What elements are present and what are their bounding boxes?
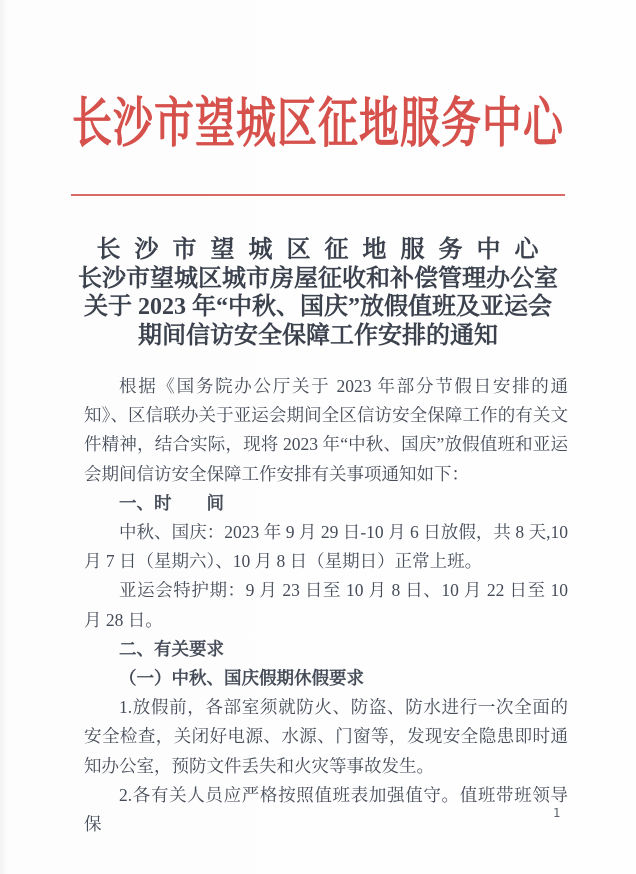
document-title [0,236,636,350]
title-line: 期间信访安全保障工作安排的通知 [138,322,498,349]
paragraph-requirement-1: 1.放假前，各部室须就防火、防盗、防水进行一次全面的安全检查，关闭好电源、水源、门窗等，发现安全隐患即时通知办公室，预防文件丢失和火灾等事故发生。 [84,697,568,776]
title-line: 关于 2023 年“中秋、国庆”放假值班及亚运会 [84,294,552,320]
paragraph-games-protection-period: 亚运会特护期：9 月 23 日至 10 月 8 日、10 月 22 日至 10 月 28 日。 [84,580,568,630]
title-line: 长 沙 市 望 城 区 征 地 服 务 中 心 [96,237,540,263]
letterhead-divider-line [71,194,565,196]
subsection-heading-holiday-requirements: （一）中秋、国庆假期休假要求 [119,668,364,689]
letterhead-org-name: 长沙市望城区征地服务中心 [72,92,564,154]
title-line: 长沙市望城区城市房屋征收和补偿管理办公室 [78,265,558,292]
section-heading-requirements: 二、有关要求 [119,638,224,659]
page-number: 1 [553,806,561,820]
paragraph-intro: 根据《国务院办公厅关于 2023 年部分节假日安排的通知》、区信联办关于亚运会期间全区信访安全保障工作的有关文件精神，结合实际，现将 2023 年“中秋、国庆”放假值班和亚运会期间信访安全保障工作安排有关事项通知如下： [84,376,568,484]
document-body [84,372,568,839]
section-heading-time: 一、时 间 [119,492,224,513]
paragraph-holiday-dates: 中秋、国庆：2023 年 9 月 29 日-10 月 6 日放假，共 8 天,10 月 7 日（星期六）、10 月 8 日（星期日）正常上班。 [84,522,568,572]
paragraph-requirement-2: 2.各有关人员应严格按照值班表加强值守。值班带班领导保 [84,784,568,835]
